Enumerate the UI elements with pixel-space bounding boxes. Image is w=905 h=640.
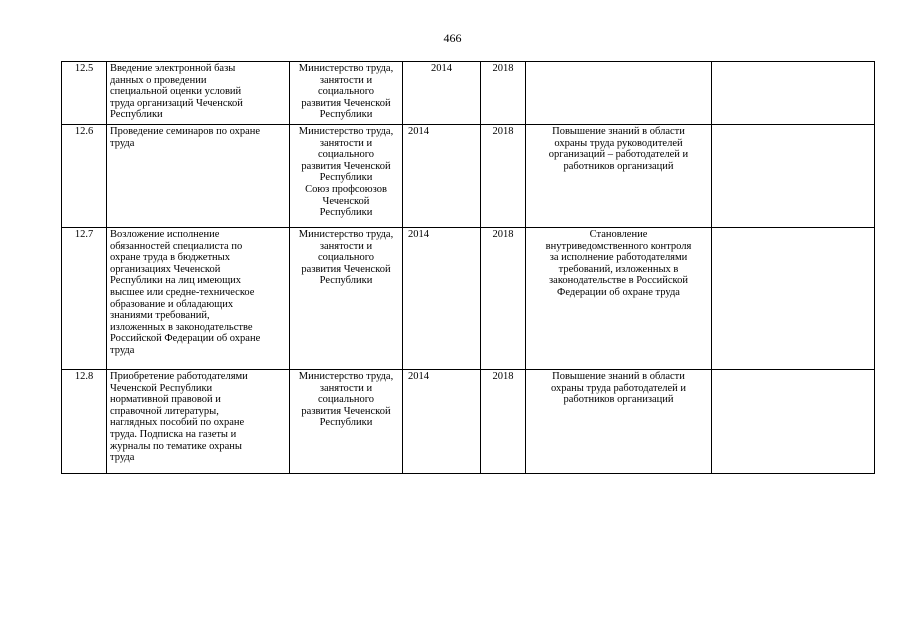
expected-result-cell-line: Федерации об охране труда — [557, 286, 680, 298]
measure-name-cell-line: Чеченской Республики — [110, 382, 213, 394]
expected-result-cell-line: законодательстве в Российской — [549, 275, 688, 287]
measure-name-cell-line: Возложение исполнение — [110, 229, 220, 240]
measure-name-cell-line: обязанностей специалиста по — [110, 240, 243, 252]
expected-result-cell-line: Повышение знаний в области — [552, 371, 685, 382]
start-year-cell: 2014 — [403, 62, 481, 125]
end-year-cell: 2018 — [481, 125, 526, 228]
measure-name-cell-line: справочной литературы, — [110, 405, 219, 417]
measure-name-cell-line: охране труда в бюджетных — [110, 252, 230, 264]
page-number: 466 — [443, 31, 462, 45]
executor-cell-line: Чеченской — [322, 195, 370, 207]
executor-cell-line: Республики — [319, 172, 373, 184]
executor-cell-line: социального — [317, 252, 375, 264]
measure-name-cell-line: нормативной правовой и — [110, 394, 221, 406]
measure-name-cell — [107, 370, 290, 474]
measure-name-cell-line: труда — [110, 452, 135, 464]
measure-name-cell-line: специальной оценки условий — [110, 86, 242, 98]
expected-result-cell-line: Становление — [589, 229, 648, 240]
measure-name-cell-line: Российской Федерации об охране — [110, 333, 261, 345]
expected-result-cell-line: внутриведомственного контроля — [545, 240, 692, 252]
executor-cell-line: занятости и — [319, 240, 373, 252]
executor-cell-line: Республики — [319, 275, 373, 287]
end-year-cell: 2018 — [481, 370, 526, 474]
executor-cell-line: развития Чеченской — [301, 263, 391, 275]
measure-name-cell-line: Проведение семинаров по охране — [110, 126, 261, 137]
expected-result-cell — [526, 62, 712, 125]
empty-cell — [712, 228, 875, 370]
measure-name-cell-line: Введение электронной базы — [110, 63, 236, 74]
expected-result-cell — [526, 228, 712, 370]
executor-cell-line: Министерство труда, — [298, 63, 394, 74]
executor-cell — [290, 62, 403, 125]
measure-name-cell-line: организациях Чеченской — [110, 263, 221, 275]
executor-cell-line: развития Чеченской — [301, 160, 391, 172]
expected-result-cell — [526, 125, 712, 228]
start-year-cell: 2014 — [403, 125, 481, 228]
executor-cell-line: занятости и — [319, 382, 373, 394]
expected-result-cell-line: работников организаций — [563, 394, 674, 406]
item-number-cell: 12.5 — [62, 62, 107, 125]
measure-name-cell-line: труда — [110, 137, 135, 149]
executor-cell-line: развития Чеченской — [301, 405, 391, 417]
expected-result-cell-line: Повышение знаний в области — [552, 126, 685, 137]
executor-cell — [290, 125, 403, 228]
measure-name-cell-line: Республики — [110, 109, 163, 121]
measure-name-cell-line: образование и обладающих — [110, 298, 234, 310]
expected-result-cell — [526, 370, 712, 474]
executor-cell-line: социального — [317, 394, 375, 406]
start-year-cell: 2014 — [403, 228, 481, 370]
executor-cell — [290, 370, 403, 474]
measure-name-cell-line: изложенных в законодательстве — [110, 321, 253, 333]
measure-name-cell-line: журналы по тематике охраны — [110, 440, 242, 452]
measure-name-cell-line: знаниями требований, — [110, 310, 210, 322]
end-year-cell: 2018 — [481, 228, 526, 370]
measure-name-cell-line: данных о проведении — [110, 74, 207, 86]
empty-cell — [712, 62, 875, 125]
end-year-cell: 2018 — [481, 62, 526, 125]
measures-table — [61, 61, 875, 474]
executor-cell-line: Министерство труда, — [298, 126, 394, 137]
executor-cell — [290, 228, 403, 370]
expected-result-cell-line: организаций – работодателей и — [548, 149, 689, 161]
item-number-cell: 12.7 — [62, 228, 107, 370]
executor-cell-line: социального — [317, 86, 375, 98]
executor-cell-line: Республики — [319, 417, 373, 429]
executor-cell-line: Республики — [319, 109, 373, 121]
table-row — [62, 62, 875, 125]
expected-result-cell-line: охраны труда работодателей и — [551, 382, 686, 394]
executor-cell-line: Министерство труда, — [298, 229, 394, 240]
empty-cell — [712, 370, 875, 474]
measure-name-cell-line: труда организаций Чеченской — [110, 97, 243, 109]
measure-name-cell-line: труда — [110, 344, 135, 356]
start-year-cell: 2014 — [403, 370, 481, 474]
executor-cell-line: Министерство труда, — [298, 371, 394, 382]
measure-name-cell — [107, 125, 290, 228]
table-row — [62, 370, 875, 474]
item-number-cell: 12.8 — [62, 370, 107, 474]
table-row — [62, 228, 875, 370]
item-number-cell: 12.6 — [62, 125, 107, 228]
measure-name-cell — [107, 62, 290, 125]
executor-cell-line: развития Чеченской — [301, 97, 391, 109]
executor-cell-line: занятости и — [319, 74, 373, 86]
measure-name-cell-line: труда. Подписка на газеты и — [110, 428, 237, 440]
table-row — [62, 125, 875, 228]
measure-name-cell-line: наглядных пособий по охране — [110, 417, 245, 429]
executor-cell-line: Республики — [319, 207, 373, 219]
empty-cell — [712, 125, 875, 228]
executor-cell-line: социального — [317, 149, 375, 161]
measure-name-cell-line: Приобретение работодателями — [110, 371, 248, 382]
executor-cell-line: занятости и — [319, 137, 373, 149]
expected-result-cell-line: работников организаций — [563, 160, 674, 172]
measure-name-cell-line: высшее или средне-техническое — [110, 286, 255, 298]
executor-cell-line: Союз профсоюзов — [305, 183, 387, 195]
measure-name-cell — [107, 228, 290, 370]
expected-result-cell-line: охраны труда руководителей — [554, 137, 683, 149]
expected-result-cell-line: за исполнение работодателями — [549, 252, 688, 264]
expected-result-cell-line: требований, изложенных в — [558, 263, 679, 275]
measure-name-cell-line: Республики на лиц имеющих — [110, 275, 242, 287]
